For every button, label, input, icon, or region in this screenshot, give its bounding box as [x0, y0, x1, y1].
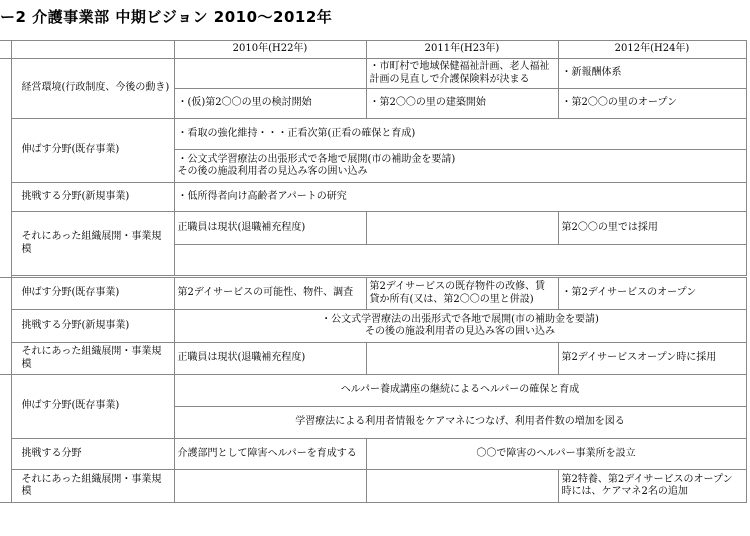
- cell: 第2特養、第2デイサービスのオープン時には、ケアマネ2名の追加: [558, 470, 746, 503]
- table-row: [0, 439, 746, 470]
- year-2010-header: 2010年(H22年): [174, 41, 366, 59]
- section3-side: [0, 375, 11, 503]
- cell: 正職員は現状(退職補充程度): [174, 212, 366, 245]
- table-row: [0, 310, 746, 343]
- cell: ・低所得者向け高齢者アパートの研究: [174, 183, 746, 212]
- table-row: [0, 375, 746, 407]
- grow-label: 伸ばす分野(既存事業): [11, 119, 174, 183]
- year-2012-header: 2012年(H24年): [558, 41, 746, 59]
- cell: ・(仮)第2〇〇の里の検討開始: [174, 89, 366, 119]
- cell: 第2デイサービスの可能性、物件、調査: [174, 278, 366, 310]
- org-label: それにあった組織展開・事業規模: [11, 470, 174, 503]
- table-row: [0, 59, 746, 89]
- table-row: [0, 212, 746, 245]
- cell: ・第2デイサービスのオープン: [558, 278, 746, 310]
- org-label: それにあった組織展開・事業規模: [11, 212, 174, 276]
- section1-side: [0, 59, 11, 278]
- table-row: [0, 470, 746, 503]
- table-row: [0, 278, 746, 310]
- challenge-label: 挑戦する分野(新規事業): [11, 183, 174, 212]
- grow-label: 伸ばす分野(既存事業): [11, 375, 174, 439]
- grow-label: 伸ばす分野(既存事業): [11, 278, 174, 310]
- cell: 正職員は現状(退職補充程度): [174, 343, 366, 375]
- cell: 〇〇で障害のヘルパー事業所を設立: [366, 439, 746, 470]
- cell: 介護部門として障害ヘルパーを育成する: [174, 439, 366, 470]
- cell: 第2デイサービスオープン時に採用: [558, 343, 746, 375]
- cell: ・公文式学習療法の出張形式で各地で展開(市の補助金を要請) その後の施設利用者の見込み客の囲い込み: [174, 150, 746, 183]
- cell: 第2デイサービスの既存物件の改修、賃貸か所有(又は、第2〇〇の里と併設): [366, 278, 558, 310]
- challenge-label: 挑戦する分野: [11, 439, 174, 470]
- cell: ヘルパー養成講座の継続によるヘルパーの確保と育成: [174, 375, 746, 407]
- challenge-label: 挑戦する分野(新規事業): [11, 310, 174, 343]
- year-2011-header: 2011年(H23年): [366, 41, 558, 59]
- cell: ・看取の強化維持・・・正看次第(正看の確保と育成): [174, 119, 746, 150]
- table-row: [0, 343, 746, 375]
- table-row: [0, 183, 746, 212]
- section2-side: [0, 278, 11, 375]
- table-row: [0, 119, 746, 150]
- cell: ・第2〇〇の里のオープン: [558, 89, 746, 119]
- org-label: それにあった組織展開・事業規模: [11, 343, 174, 375]
- cell: ・公文式学習療法の出張形式で各地で展開(市の補助金を要請) その後の施設利用者の見込み客の囲い込み: [174, 310, 746, 343]
- page-title: ー2 介護事業部 中期ビジョン 2010〜2012年: [0, 8, 333, 26]
- cell: ・新報酬体系: [558, 59, 746, 89]
- env-label: 経営環境(行政制度、今後の動き): [11, 59, 174, 119]
- cell: ・第2〇〇の里の建築開始: [366, 89, 558, 119]
- cell: ・市町村で地域保健福祉計画、老人福祉計画の見直しで介護保険料が決まる: [366, 59, 558, 89]
- vision-table: [0, 40, 747, 503]
- cell: 第2〇〇の里では採用: [558, 212, 746, 245]
- cell: 学習療法による利用者情報をケアマネにつなげ、利用者件数の増加を図る: [174, 407, 746, 439]
- year-header-row: [0, 41, 746, 59]
